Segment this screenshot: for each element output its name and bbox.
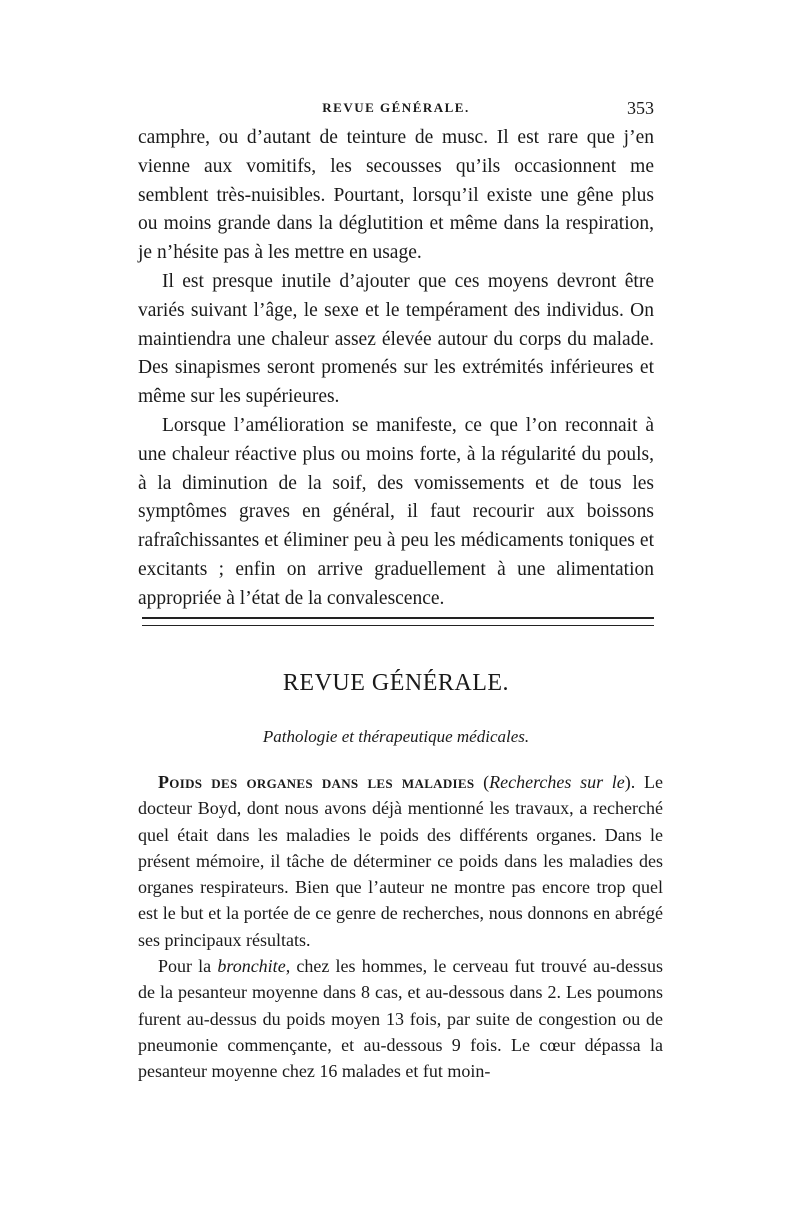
running-head <box>138 100 654 124</box>
article-p2-start: Pour la <box>158 956 218 977</box>
article-lead-body: Le docteur Boyd, dont nous avons déjà mentionné les travaux, a recherché quel était dans les maladies le poids des différents organes. Dans le présent mémoire, il tâche de déterminer ce poids dans les maladies des organes respirateurs. Bien que l’auteur ne montre pas encore trop quel est le but et la portée de ce genre de recherches, nous donnons en abrégé ses principaux résultats. <box>138 772 663 950</box>
section-heading: REVUE GÉNÉRALE. <box>282 670 510 696</box>
article-p2-body: , chez les hommes, le cerveau fut trouvé au-dessus de la pesanteur moyenne dans 8 cas, et au-dessous dans 2. Les poumons furent au-dessus du poids moyen 13 fois, par suite de congestion ou de pneumonie commençante, et au-dessous 9 fois. Le cœur dépassa la pesanteur moyenne chez 16 malades et fut moin- <box>138 956 663 1082</box>
article-text-block <box>138 769 663 1085</box>
article-paragraph-bronchite <box>138 953 663 1084</box>
paragraph-presque-inutile: Il est presque inutile d’ajouter que ces moyens devront être variés suivant l’âge, le sexe et le tempérament des individus. On maintiendra une chaleur assez élevée autour du corps du malade. Des sinapismes seront promenés sur les extrémités inférieures et même sur les supérieures. <box>138 270 654 408</box>
paragraph-amelioration: Lorsque l’amélioration se manifeste, ce que l’on reconnait à une chaleur réactive plus ou moins forte, à la régularité du pouls, à la diminution de la soif, des vomissements et de tous les symptômes graves en général, il faut recourir aux boissons rafraîchissantes et éliminer peu à peu les médicaments toniques et excitants ; enfin on arrive graduellement à une alimentation appropriée à l’état de la convalescence. <box>138 414 654 609</box>
section-divider <box>142 617 654 626</box>
section-subtitle: Pathologie et thérapeutique médicales. <box>262 727 530 746</box>
article-p2-term: bronchite <box>217 956 286 977</box>
article-lead-title: Poids des organes dans les maladies <box>158 772 475 792</box>
article-lead-open: ( <box>474 772 490 792</box>
article-lead-close: ). <box>624 772 636 792</box>
running-title: REVUE GÉNÉRALE. <box>322 100 470 115</box>
page-number: 353 <box>627 98 654 118</box>
paragraph-camphre: camphre, ou d’autant de teinture de musc. Il est rare que j’en vienne aux vomitifs, les secousses qu’ils occasionnent me semblent très-nuisibles. Pourtant, lorsqu’il existe une gêne plus ou moins grande dans la déglutition et même dans la respiration, je n’hésite pas à les mettre en usage. <box>138 127 654 264</box>
upper-text-block <box>138 124 654 614</box>
article-lead-reference: Recherches sur le <box>489 772 625 792</box>
article-paragraph-poids <box>138 769 663 953</box>
